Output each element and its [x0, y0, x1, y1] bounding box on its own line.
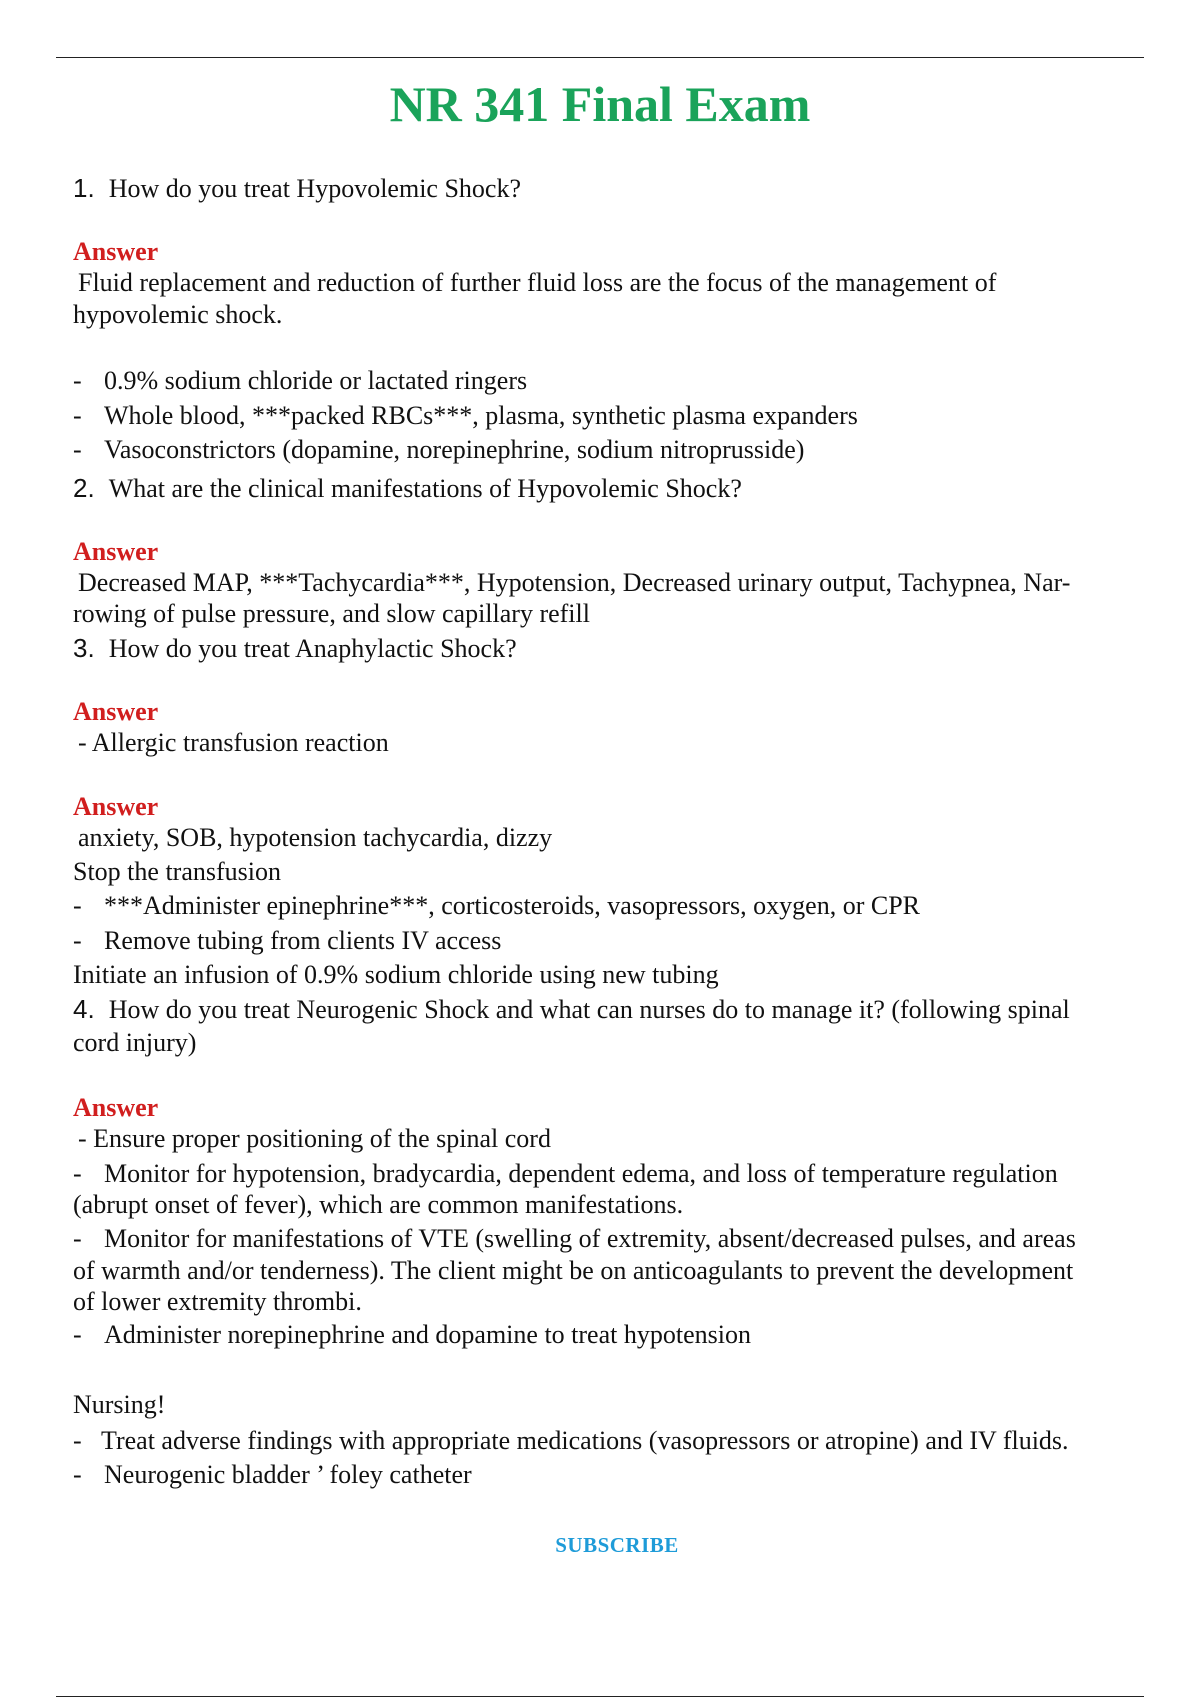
question-number: 3. — [73, 633, 95, 663]
bullet-item: - 0.9% sodium chloride or lactated ringers — [73, 366, 528, 395]
question-text: How do you treat Hypovolemic Shock? — [108, 174, 521, 203]
bullet-dash: - — [73, 926, 82, 955]
answer-label: Answer — [73, 537, 159, 566]
answer-text: - Allergic transfusion reaction — [78, 728, 389, 757]
bullet-dash: - — [73, 1320, 82, 1349]
answer-text: of warmth and/or tenderness). The client might be on anticoagulants to prevent the development — [73, 1256, 1074, 1285]
subscribe-link[interactable]: SUBSCRIBE — [555, 1533, 679, 1557]
answer-text: Fluid replacement and reduction of further fluid loss are the focus of the management of — [78, 268, 997, 297]
answer-text: - Ensure proper positioning of the spinal cord — [78, 1124, 551, 1153]
bullet-dash: - — [73, 435, 82, 464]
bullet-item: - Remove tubing from clients IV access — [73, 926, 502, 955]
answer-text: of lower extremity thrombi. — [73, 1287, 362, 1316]
question-text: cord injury) — [73, 1028, 197, 1057]
answer-label: Answer — [73, 697, 159, 726]
answer-label: Answer — [73, 792, 159, 821]
question-text: What are the clinical manifestations of Hypovolemic Shock? — [108, 474, 742, 503]
question-4 — [73, 993, 1153, 1026]
question-number: 1. — [73, 173, 95, 203]
bullet-item: - Vasoconstrictors (dopamine, norepinephrine, sodium nitroprusside) — [73, 435, 805, 464]
bullet-item: - Treat adverse findings with appropriate medications (vasopressors or atropine) and IV fluids. — [73, 1426, 1069, 1455]
question-3 — [73, 632, 1153, 665]
top-rule — [56, 57, 1144, 58]
bullet-item: - Neurogenic bladder ’ foley catheter — [73, 1460, 472, 1489]
bullet-dash: - — [73, 891, 82, 920]
answer-text: Initiate an infusion of 0.9% sodium chloride using new tubing — [73, 960, 719, 989]
question-1 — [73, 172, 1153, 205]
question-2 — [73, 472, 1153, 505]
bullet-item: - Monitor for hypotension, bradycardia, dependent edema, and loss of temperature regulation — [73, 1159, 1058, 1188]
bullet-item: - ***Administer epinephrine***, corticosteroids, vasopressors, oxygen, or CPR — [73, 891, 920, 920]
nursing-label: Nursing! — [73, 1390, 166, 1419]
bullet-dash: - — [73, 366, 82, 395]
bullet-dash: - — [73, 1426, 82, 1455]
answer-text: Decreased MAP, ***Tachycardia***, Hypotension, Decreased urinary output, Tachypnea, Nar- — [78, 568, 1071, 597]
answer-label: Answer — [73, 237, 159, 266]
answer-text: rowing of pulse pressure, and slow capillary refill — [73, 599, 590, 628]
bullet-item: - Administer norepinephrine and dopamine to treat hypotension — [73, 1320, 751, 1349]
bullet-item: - Monitor for manifestations of VTE (swelling of extremity, absent/decreased pulses, and areas — [73, 1224, 1076, 1253]
bullet-dash: - — [73, 401, 82, 430]
answer-text: anxiety, SOB, hypotension tachycardia, dizzy — [78, 823, 553, 852]
page-title: NR 341 Final Exam — [389, 76, 811, 132]
bullet-dash: - — [73, 1159, 82, 1188]
bullet-dash: - — [73, 1224, 82, 1253]
answer-text: Stop the transfusion — [73, 857, 281, 886]
bullet-dash: - — [73, 1460, 82, 1489]
question-number: 4. — [73, 994, 95, 1024]
question-text: How do you treat Anaphylactic Shock? — [108, 634, 517, 663]
question-text: How do you treat Neurogenic Shock and what can nurses do to manage it? (following spinal — [108, 995, 1070, 1024]
answer-text: (abrupt onset of fever), which are common manifestations. — [73, 1190, 684, 1219]
question-number: 2. — [73, 473, 95, 503]
answer-label: Answer — [73, 1093, 159, 1122]
bottom-rule — [56, 1696, 1144, 1697]
answer-text: hypovolemic shock. — [73, 300, 283, 329]
bullet-item: - Whole blood, ***packed RBCs***, plasma, synthetic plasma expanders — [73, 401, 858, 430]
